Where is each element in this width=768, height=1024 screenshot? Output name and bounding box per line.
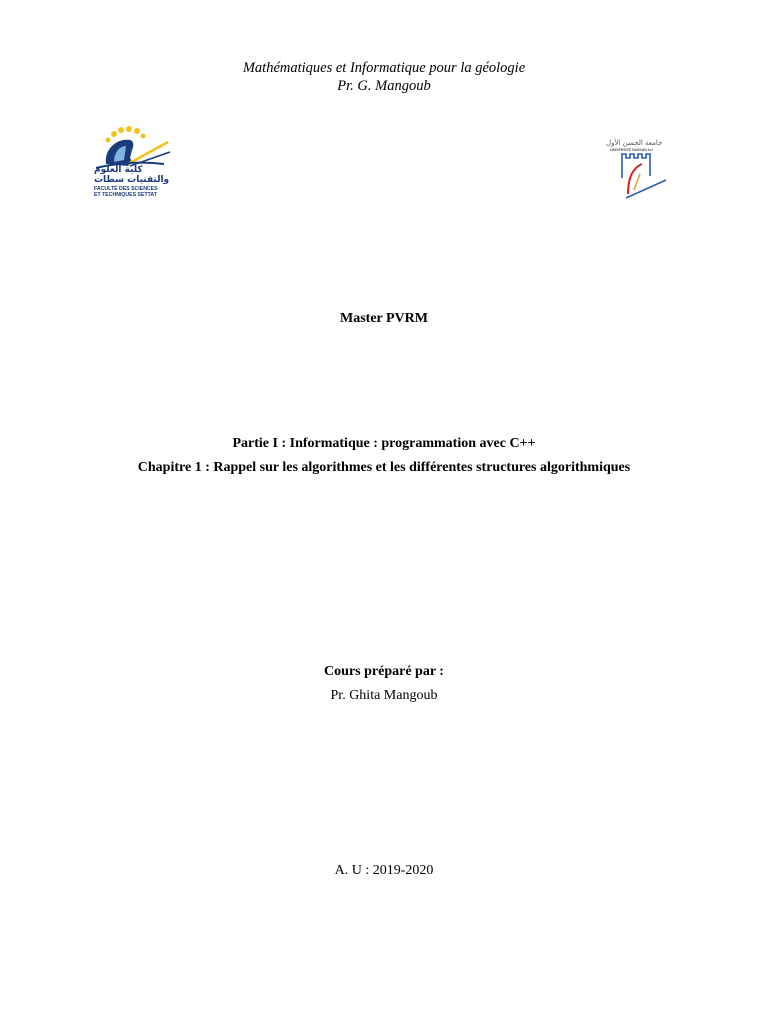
header-professor: Pr. G. Mangoub	[337, 78, 431, 94]
author-label: Cours préparé par :	[324, 664, 444, 679]
faculty-caption-line-2: ET TECHNIQUES SETTAT	[94, 192, 157, 198]
author-name: Pr. Ghita Mangoub	[330, 688, 438, 703]
program-title: Master PVRM	[340, 311, 428, 326]
university-logo-icon	[600, 130, 670, 202]
faculty-logo	[90, 124, 174, 198]
header-subject: Mathématiques et Informatique pour la géologie	[242, 60, 526, 76]
course-part: Partie I : Informatique : programmation avec C++	[232, 436, 536, 451]
faculty-arabic-line-2: والتقنيات سطات	[94, 175, 170, 185]
course-chapter: Chapitre 1 : Rappel sur les algorithmes et les différentes structures algorithmiques	[137, 460, 631, 475]
university-logo	[600, 130, 670, 202]
university-caption: UNIVERSITÉ HASSAN 1er	[610, 148, 653, 152]
university-arabic-name: جامعة الحسن الأول	[606, 139, 663, 147]
academic-year: A. U : 2019-2020	[334, 863, 434, 878]
faculty-caption-line-1: FACULTÉ DES SCIENCES	[94, 186, 158, 192]
faculty-arabic-line-1: كلية العلوم	[94, 165, 143, 175]
